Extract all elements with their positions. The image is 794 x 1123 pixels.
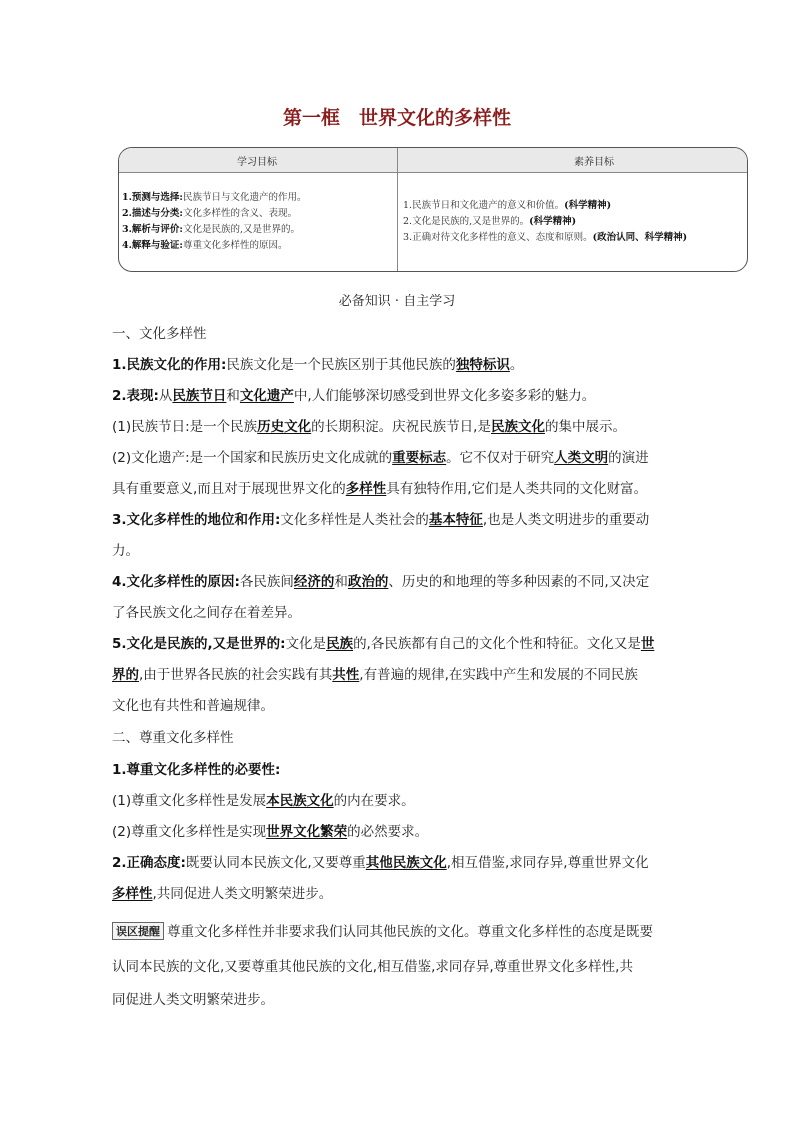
page-title: 第一框 世界文化的多样性 xyxy=(282,107,511,129)
goals-header xyxy=(119,148,747,173)
heading-1: 一、文化多样性 xyxy=(112,326,207,342)
learning-goals-header: 学习目标 xyxy=(237,157,277,168)
literacy-goal-item: 1.民族节日和文化遗产的意义和价值。(科学精神) xyxy=(403,200,612,211)
text-line: 文化也有共性和普遍规律。 xyxy=(112,698,274,714)
text-line: 2.正确态度:既要认同本民族文化,又要尊重其他民族文化,相互借鉴,求同存异,尊重世界文化 xyxy=(112,855,649,871)
heading-2: 二、尊重文化多样性 xyxy=(112,730,234,746)
literacy-goal-item: 2.文化是民族的,又是世界的。(科学精神) xyxy=(403,216,577,227)
learning-goal-item: 1.预测与选择:民族节日与文化遗产的作用。 xyxy=(122,192,307,203)
goals-table xyxy=(118,147,748,272)
text-line: 了各民族文化之间存在着差异。 xyxy=(112,605,301,621)
text-line: 3.文化多样性的地位和作用:文化多样性是人类社会的基本特征,也是人类文明进步的重要动 xyxy=(112,512,650,528)
text-line: 同促进人类文明繁荣进步。 xyxy=(112,992,274,1008)
literacy-goal-item: 3.正确对待文化多样性的意义、态度和原则。(政治认同、科学精神) xyxy=(403,232,688,243)
learning-goal-item: 4.解释与验证:尊重文化多样性的原因。 xyxy=(122,240,288,251)
text-line: (1)尊重文化多样性是发展本民族文化的内在要求。 xyxy=(112,793,415,809)
text-line: 误区提醒 尊重文化多样性并非要求我们认同其他民族的文化。尊重文化多样性的态度是既要 xyxy=(112,920,653,940)
text-line: 力。 xyxy=(112,543,139,559)
text-line: 1.尊重文化多样性的必要性: xyxy=(112,762,281,778)
section-heading: 必备知识 · 自主学习 xyxy=(338,294,456,309)
text-line: 4.文化多样性的原因:各民族间经济的和政治的、历史的和地理的等多种因素的不同,又决定 xyxy=(112,574,650,590)
text-line: 认同本民族的文化,又要尊重其他民族的文化,相互借鉴,求同存异,尊重世界文化多样性,共 xyxy=(112,959,633,975)
goals-divider xyxy=(397,148,398,271)
text-line: (1)民族节日:是一个民族历史文化的长期积淀。庆祝民族节日,是民族文化的集中展示。 xyxy=(112,419,626,435)
learning-goals-list xyxy=(122,190,306,254)
text-line: (2)文化遗产:是一个国家和民族历史文化成就的重要标志。它不仅对于研究人类文明的演进 xyxy=(112,450,649,466)
text-line: 具有重要意义,而且对于展现世界文化的多样性具有独特作用,它们是人类共同的文化财富。 xyxy=(112,481,648,497)
learning-goal-item: 3.解析与评价:文化是民族的,又是世界的。 xyxy=(122,224,300,235)
literacy-goals-list xyxy=(403,198,687,246)
text-line: 1.民族文化的作用:民族文化是一个民族区别于其他民族的独特标识。 xyxy=(112,357,524,373)
text-line: (2)尊重文化多样性是实现世界文化繁荣的必然要求。 xyxy=(112,824,429,840)
text-line: 2.表现:从民族节日和文化遗产中,人们能够深切感受到世界文化多姿多彩的魅力。 xyxy=(112,388,596,404)
learning-goal-item: 2.描述与分类:文化多样性的含义、表现。 xyxy=(122,208,297,219)
literacy-goals-header: 素养目标 xyxy=(574,157,614,168)
text-line: 多样性,共同促进人类文明繁荣进步。 xyxy=(112,886,333,902)
text-line: 5.文化是民族的,又是世界的:文化是民族的,各民族都有自己的文化个性和特征。文化又是世 xyxy=(112,636,655,652)
misconception-badge: 误区提醒 xyxy=(112,922,164,940)
text-line: 界的,由于世界各民族的社会实践有其共性,有普遍的规律,在实践中产生和发展的不同民族 xyxy=(112,667,638,683)
